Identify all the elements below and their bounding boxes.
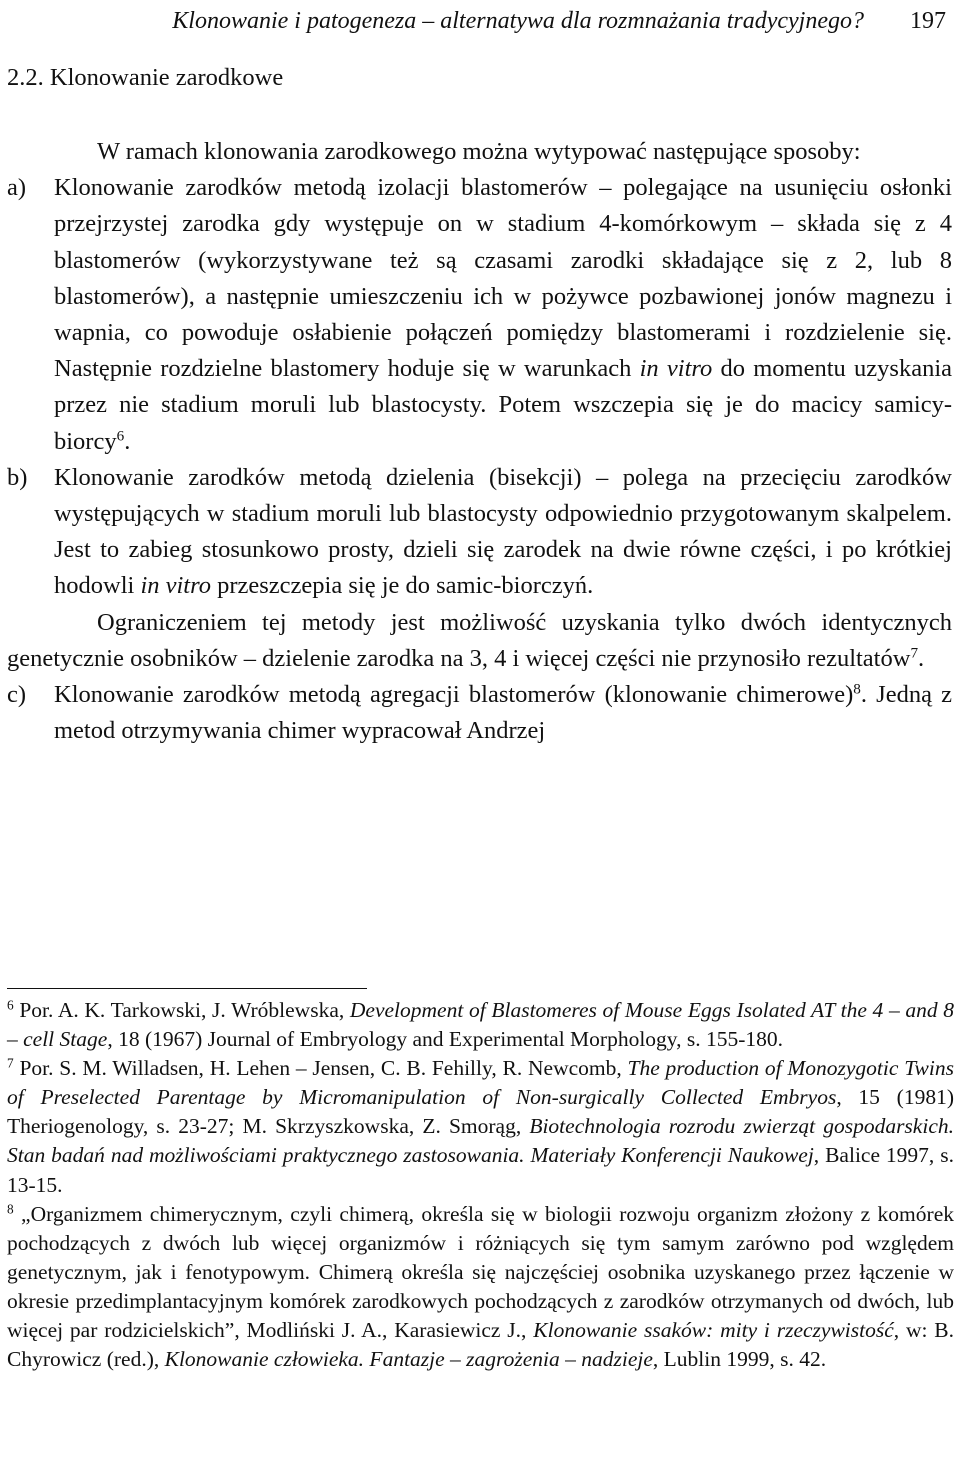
footnote-separator: [7, 988, 367, 989]
item-a-text-1: Klonowanie zarodków metodą izolacji blastomerów – polegające na usunięciu osłonki przejrzystej zarodka gdy występuje on w stadium 4-komórkowym – składa się z 4 blastomerów (wykorzystywane też są czasami zarodki składające się z 2, lub 8 blastomerów), a następnie umieszczeniu ich w pożywce pozbawionej jonów magnezu i wapnia, co powoduje osłabienie połączeń pomiędzy blastomerami i rozdzielenie się. Następnie rozdzielne blastomery hoduje się w warunkach: [54, 174, 952, 383]
list-item-b: [7, 460, 952, 605]
list-label-b: b): [7, 463, 28, 491]
footnote-6-title: Development of Blastomeres of Mouse Eggs Isolated AT the 4 – and 8 – cell Stage: [7, 998, 955, 1052]
footnote-7-title-2: Biotechnologia rozrodu zwierząt gospodarskich. Stan badań nad możliwościami praktycznego zastosowania. Materiały Konferencji Naukowej: [7, 1114, 954, 1168]
footnote-6: [7, 996, 954, 1054]
footnote-8-number: 8: [7, 1201, 14, 1217]
footnote-7-title-1: The production of Monozygotic Twins of Preselected Parentage by Micromanipulation of Non-surgically Collected Embryos: [7, 1056, 954, 1110]
body-text: [7, 134, 952, 749]
section-heading: 2.2. Klonowanie zarodkowe: [7, 64, 284, 91]
footnote-7-text-2: , 15 (1981) Theriogenology, s. 23-27; M. Skrzyszkowska, Z. Smorąg,: [7, 1085, 954, 1139]
footnote-8: [7, 1200, 954, 1375]
running-header-title: Klonowanie i patogeneza – alternatywa dla rozmnażania tradycyjnego?: [172, 8, 864, 34]
limitation-text-1: Ograniczeniem tej metody jest możliwość uzyskania tylko dwóch identycznych genetycznie osobników – dzielenie zarodka na 3, 4 i więcej części nie przynosiło rezultatów: [7, 608, 952, 672]
footnote-ref-8: 8: [853, 680, 861, 698]
item-a-text-3: .: [124, 427, 131, 455]
page-number: 197: [910, 8, 946, 34]
running-header: [110, 6, 946, 36]
list-item-a: [7, 170, 952, 460]
footnotes: [7, 996, 954, 1374]
footnote-ref-7: 7: [910, 644, 919, 662]
item-c-text-1: Klonowanie zarodków metodą agregacji blastomerów (klonowanie chimerowe): [54, 681, 854, 709]
item-a-italic: in vitro: [639, 355, 713, 383]
list-label-c: c): [7, 681, 27, 709]
item-b-text-1: Klonowanie zarodków metodą dzielenia (bisekcji) – polega na przecięciu zarodków występujących w stadium moruli lub blastocysty odpowiednio przygotowanym skalpelem. Jest to zabieg stosunkowo prosty, dzieli się zarodek na dwie równe części, i po krótkiej hodowli: [54, 463, 952, 600]
list-label-a: a): [7, 174, 27, 202]
footnote-7: [7, 1054, 954, 1199]
item-b-italic: in vitro: [140, 572, 211, 600]
footnote-8-text-2: , w: B. Chyrowicz (red.),: [7, 1318, 955, 1372]
limitation-text-2: .: [918, 644, 925, 672]
footnote-8-text-3: , Lublin 1999, s. 42.: [652, 1347, 827, 1372]
footnote-6-text-1: Por. A. K. Tarkowski, J. Wróblewska,: [13, 998, 350, 1022]
footnote-ref-6: 6: [116, 427, 125, 445]
footnote-7-text-1: Por. S. M. Willadsen, H. Lehen – Jensen, C. B. Fehilly, R. Newcomb,: [13, 1056, 628, 1081]
footnote-7-number: 7: [7, 1055, 14, 1071]
footnote-8-text-1: „Organizmem chimerycznym, czyli chimerą, określa się w biologii rozwoju organizm złożony z komórek pochodzących z dwóch lub więcej organizmów i różniących się tym samym zarówno pod względem genetycznym, jak i fenotypowym. Chimerą określa się najczęściej osobnika uzyskanego przez łączenie w okresie przedimplantacyjnym komórek zarodkowych pochodzących z zarodków otrzymanych od dwóch, lub więcej par rodzicielskich”, Modliński J. A., Karasiewicz J.,: [7, 1201, 954, 1343]
list-item-c: [7, 677, 952, 749]
limitation-paragraph: [7, 605, 952, 677]
footnote-8-title-1: Klonowanie ssaków: mity i rzeczywistość: [533, 1318, 894, 1343]
footnote-6-number: 6: [7, 997, 14, 1013]
footnote-7-text-3: , Balice 1997, s. 13-15.: [7, 1143, 954, 1197]
item-c-text-2: . Jedną z metod otrzymywania chimer wypracował Andrzej: [54, 681, 952, 745]
footnote-8-title-2: Klonowanie człowieka. Fantazje – zagrożenia – nadzieje: [164, 1347, 653, 1372]
item-b-text-2: przeszczepia się je do samic-biorczyń.: [210, 572, 594, 600]
intro-paragraph: W ramach klonowania zarodkowego można wytypować następujące sposoby:: [97, 138, 861, 165]
item-a-text-2: do momentu uzyskania przez nie stadium moruli lub blastocysty. Potem wszczepia się je do macicy samicy-biorcy: [54, 355, 952, 455]
footnote-6-text-2: , 18 (1967) Journal of Embryology and Experimental Morphology, s. 155-180.: [107, 1027, 784, 1052]
